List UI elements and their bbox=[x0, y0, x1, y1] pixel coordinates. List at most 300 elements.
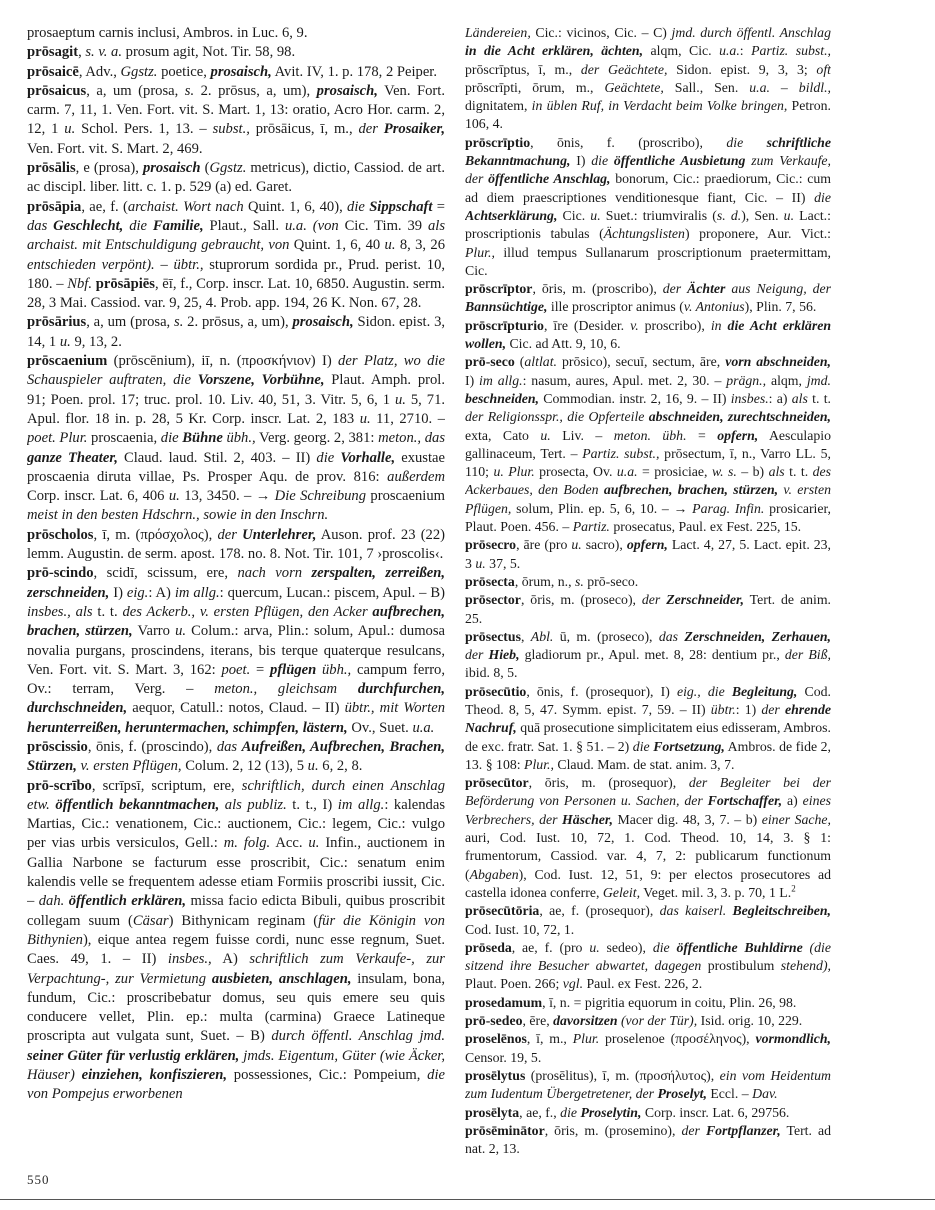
entry-text: w. s. bbox=[711, 464, 737, 480]
entry-text: außerdem bbox=[387, 468, 445, 485]
entry-text: Achtserklärung, bbox=[465, 207, 558, 223]
entry-text: s. bbox=[174, 314, 184, 331]
entry-text: , ī, n. = pigritia equorum in coitu, Plin. 26, 98. bbox=[542, 994, 797, 1010]
entry-text: = bbox=[686, 427, 718, 443]
entry-text: ille proscriptor animus ( bbox=[547, 299, 684, 315]
entry-text: , a, um (prosa, bbox=[86, 82, 185, 99]
entry-text: prosecta, Ov. bbox=[534, 464, 617, 480]
entry-text: der bbox=[761, 701, 785, 717]
entry-text: u. bbox=[783, 207, 795, 223]
entry-text: Colum.: arva, Plin.: solum, Apul.: dumosa novalia purgans, proscindens, iterans, bis terque quaterque resulcans, Ven. Fort. vit. S. Mart. 3, 162: bbox=[27, 623, 445, 678]
entry-text: poet. bbox=[221, 661, 251, 678]
bottom-rule bbox=[0, 1199, 935, 1200]
entry-text: Ächtungslisten bbox=[603, 226, 685, 242]
entry-text: prosicarier, Plaut. Poen. 456. – bbox=[465, 500, 831, 535]
entry-text: , īre (Desider. bbox=[543, 317, 631, 333]
entry-text: seiner Güter für verlustig erklären, bbox=[27, 1047, 240, 1064]
entry-text: s. d. bbox=[716, 207, 742, 223]
dictionary-entry-prosagit bbox=[27, 43, 445, 62]
entry-headword: proselēnos bbox=[465, 1031, 527, 1047]
dictionary-entry-proscissio bbox=[27, 738, 445, 777]
entry-text: der bbox=[681, 1122, 706, 1138]
entry-text: Proselytin, bbox=[580, 1104, 642, 1120]
entry-text: zerspalten, zerreißen, zerschneiden, bbox=[27, 565, 445, 601]
entry-text: u. bbox=[307, 758, 319, 775]
entry-text: Corp. inscr. Lat. 6, 29756. bbox=[641, 1104, 790, 1120]
entry-headword: prōsārius bbox=[27, 314, 87, 331]
entry-text: der Geächtete, bbox=[580, 61, 668, 77]
entry-text: meton., das bbox=[378, 430, 445, 447]
entry-text: Bannsüchtige, bbox=[465, 299, 548, 315]
entry-text: : 1) bbox=[735, 701, 762, 717]
entry-text: Ven. Fort. carm. 7, 11, 1. Ven. Fort. vit. S. Mart. 1, 13: oratio, Acro Hor. carm. 2, 12, 1 bbox=[27, 82, 445, 138]
entry-text: Familie, bbox=[152, 217, 204, 234]
entry-text: ehrende Nachruf, bbox=[465, 701, 831, 736]
entry-text: Begleitschreiben, bbox=[732, 903, 831, 919]
entry-text: poetice, bbox=[157, 63, 211, 80]
entry-text: 9, 13, 2. bbox=[70, 333, 122, 350]
entry-headword: prōsālis bbox=[27, 160, 76, 177]
entry-text: schriftlich, durch einen Anschlag etw. bbox=[27, 777, 445, 813]
entry-text: , ae, f. (prosequor), bbox=[539, 903, 660, 919]
entry-text: u. bbox=[308, 835, 320, 852]
entry-text: insbes., bbox=[167, 951, 212, 968]
entry-text: die von Pompejus erworbenen bbox=[27, 1067, 445, 1103]
dictionary-entry-proscripturio bbox=[465, 317, 831, 354]
entry-headword: prosēlyta bbox=[465, 1104, 520, 1120]
entry-text: Ächter bbox=[687, 281, 726, 297]
entry-text: v. Antonius bbox=[683, 299, 745, 315]
dictionary-entry-proscaenium bbox=[27, 352, 445, 526]
entry-text: Fortsetzung, bbox=[653, 738, 725, 754]
entry-text: , Adv., bbox=[78, 63, 121, 80]
entry-text: Censor. 19, 5. bbox=[465, 1049, 542, 1065]
entry-text: vgl. bbox=[562, 976, 584, 992]
entry-text: (vor der Tür), bbox=[617, 1013, 698, 1029]
entry-text: Vorhalle, bbox=[340, 449, 396, 466]
entry-text: Prosaiker, bbox=[383, 121, 445, 138]
entry-text: sacro), bbox=[581, 537, 627, 553]
entry-headword: prō-scindo bbox=[27, 565, 94, 582]
entry-headword: prōseda bbox=[465, 939, 512, 955]
entry-text: Cod. Theod. 8, 5, 47. Symm. epist. 7, 59. – II) bbox=[465, 683, 831, 717]
entry-text: die bbox=[123, 217, 153, 234]
entry-text: : a) bbox=[768, 390, 792, 406]
entry-text: auri, Cod. Iust. 10, 72, 1. Cod. Theod. 10, 14, 3. § 1: frumentorum, Cassiod. var. 4, 7, 2: publicarum functionum ( bbox=[465, 830, 831, 882]
entry-text: Infin., auctionem in Gallia Narbone se facturum esse proscribit, Cic.: senatum enim kalendis velle se frequentem adesse etiam Formiis proscribi iussit, Cic. – bbox=[27, 835, 445, 910]
entry-text: Cod. Iust. 10, 72, 1. bbox=[465, 921, 575, 937]
dictionary-entry-proscindo bbox=[27, 564, 445, 738]
entry-text: , ī, m., bbox=[526, 1031, 573, 1047]
entry-text: u. bbox=[168, 488, 180, 505]
entry-text: Macer dig. 48, 3, 7. – b) bbox=[613, 811, 762, 827]
entry-headword: prōscholos bbox=[27, 526, 94, 543]
entry-text: u. bbox=[475, 555, 486, 571]
entry-text: des Ackerbaues, den Boden bbox=[465, 464, 831, 498]
dictionary-entry-prosector bbox=[465, 591, 831, 628]
entry-text: (prosēlitus), ī, m. (προσήλυτος), bbox=[525, 1067, 720, 1083]
entry-text: Vorszene, Vorbühne, bbox=[197, 372, 325, 389]
entry-text: das bbox=[658, 628, 685, 644]
entry-text: übtr., mit Worten bbox=[344, 700, 445, 717]
dictionary-entry-prosedeo bbox=[465, 1012, 831, 1030]
entry-text: Suet.: triumviralis ( bbox=[600, 207, 717, 223]
dictionary-entry-proselyta bbox=[465, 1104, 831, 1122]
dictionary-entry-prosecutor bbox=[465, 774, 831, 902]
entry-text: ibid. 8, 5. bbox=[465, 665, 518, 681]
entry-text: Claud. Mam. de stat. anim. 3, 7. bbox=[553, 756, 735, 772]
entry-text: öffentliche Ausbietung bbox=[613, 153, 746, 169]
entry-text: , ae, f. (pro bbox=[511, 939, 590, 955]
entry-text: Veget. mil. 3, 3. p. 70, 1 L. bbox=[640, 884, 792, 900]
entry-headword: prōsaicē bbox=[27, 63, 79, 80]
entry-text: u.a. bbox=[749, 79, 770, 95]
entry-text: Sall., Sen. bbox=[663, 79, 750, 95]
entry-text: die bbox=[632, 738, 654, 754]
entry-headword: prosēlytus bbox=[465, 1067, 526, 1083]
entry-text: : nasum, aures, Apul. met. 2, 30. – bbox=[522, 372, 727, 388]
entry-text: ) Bithynicam reginam ( bbox=[168, 912, 319, 929]
entry-text: ū, m. (proseco), bbox=[553, 628, 659, 644]
entry-text: – bbox=[769, 79, 799, 95]
entry-text: sedeo), bbox=[599, 939, 653, 955]
dictionary-entry-proscriptor bbox=[465, 280, 831, 317]
entry-text: Petron. 106, 4. bbox=[465, 98, 831, 132]
entry-text: , ōris, m. (prosequor), bbox=[528, 775, 689, 791]
entry-text: aufbrechen, brachen, stürzen, bbox=[603, 482, 779, 498]
entry-text: (prōscēnium), iī, n. (προσκήνιον) I) bbox=[107, 353, 339, 370]
entry-text: Plur., bbox=[465, 244, 495, 260]
entry-text: Partiz. bbox=[572, 519, 610, 535]
dictionary-entry-prosalis bbox=[27, 159, 445, 198]
entry-text: eines Verbrechers, der bbox=[465, 793, 831, 827]
entry-headword: prosedamum bbox=[465, 994, 543, 1010]
entry-text: u. bbox=[540, 427, 551, 443]
entry-text: das bbox=[27, 217, 54, 234]
entry-text: Unterlehrer, bbox=[242, 526, 317, 543]
entry-text: , ae, f., bbox=[519, 1104, 561, 1120]
entry-text: die bbox=[316, 449, 341, 466]
entry-text: prōsectum, ī, n., Varro LL. 5, 110; bbox=[465, 445, 831, 480]
dictionary-entry-prosarius bbox=[27, 313, 445, 352]
entry-text: u. bbox=[384, 237, 396, 254]
entry-text: prō-seco. bbox=[583, 573, 639, 589]
entry-text: ein vom Heidentum zum Iudentum Übergetretener, der bbox=[465, 1067, 831, 1102]
entry-text: Plur. bbox=[572, 1031, 600, 1047]
entry-text: Acc. bbox=[270, 835, 309, 852]
entry-text: nach vorn bbox=[237, 565, 312, 582]
entry-text: die Acht erklären wollen, bbox=[465, 317, 831, 352]
entry-text: prōscrīpti, ōrum, m., bbox=[465, 79, 605, 95]
entry-text: die bbox=[652, 939, 677, 955]
entry-text: der bbox=[641, 592, 667, 608]
entry-text: Sidon. epist. 9, 3, 3; bbox=[667, 61, 817, 77]
entry-headword: prōsecūtōria bbox=[465, 903, 540, 919]
text-block bbox=[27, 24, 831, 1174]
entry-text: einer Sache, bbox=[761, 811, 831, 827]
entry-text: Avit. IV, 1. p. 178, 2 Peiper. bbox=[271, 63, 438, 80]
entry-text: I) bbox=[109, 584, 127, 601]
entry-text: Commodian. instr. 2, 16, 9. – II) bbox=[538, 390, 731, 406]
entry-text: u. bbox=[175, 623, 187, 640]
entry-text: Geächtete, bbox=[604, 79, 664, 95]
entry-text: prosaeptum carnis inclusi, Ambros. in Luc. 6, 9. bbox=[27, 25, 308, 41]
entry-text: u.a. bbox=[719, 43, 740, 59]
entry-text: s. bbox=[184, 82, 195, 99]
dictionary-entry-proseco bbox=[465, 353, 831, 536]
entry-text: Nbf. bbox=[67, 275, 93, 292]
entry-text: Cäsar bbox=[132, 912, 169, 929]
dictionary-entry-continuation-proscribo bbox=[465, 24, 831, 134]
entry-text: Auson. prof. 23 (22) lemm. Augustin. de serm. apost. 178. no. 8. Not. Tir. 101, 7 ›proscolis‹. bbox=[27, 526, 445, 563]
entry-text: davorsitzen bbox=[553, 1013, 618, 1029]
entry-text: als publiz. bbox=[219, 796, 287, 813]
entry-text: s. v. a. bbox=[85, 44, 122, 61]
dictionary-entry-proscribo bbox=[27, 777, 445, 1105]
entry-text: , ōnis, f. (proscribo), bbox=[530, 134, 727, 150]
entry-text: metricus), dictio, Cassiod. de art. ac discipl. liber. litt. c. 1. p. 529 (a) ed. Garet. bbox=[27, 160, 445, 196]
dictionary-entry-prosaicus bbox=[27, 82, 445, 159]
entry-text: Plaut., Sall. bbox=[203, 217, 285, 234]
entry-text: Fortschaffer, bbox=[707, 793, 783, 809]
entry-text: Lact. 4, 27, 5. Lact. epit. 23, 3 bbox=[465, 537, 831, 571]
entry-text: in die Acht erklären, ächten, bbox=[465, 43, 644, 59]
entry-headword: prōsāpiēs bbox=[95, 275, 155, 292]
entry-text: opfern, bbox=[626, 537, 668, 553]
entry-text: ganze Theater, bbox=[27, 449, 118, 466]
entry-text: : quercum, Lucan.: piscem, Apul. – B) bbox=[219, 584, 445, 601]
entry-text: 6, 2, 8. bbox=[318, 758, 363, 775]
entry-text: t. t. bbox=[92, 603, 123, 620]
entry-text: , ī, m. (πρόσχολος), bbox=[93, 526, 218, 543]
entry-text: campum ferro, Ov.: terram, Verg. – bbox=[27, 661, 445, 698]
entry-text: u.a. (von bbox=[284, 217, 339, 234]
entry-headword: prōscrīpturio bbox=[465, 317, 544, 333]
entry-text: schriftliche Bekanntmachung, bbox=[465, 134, 831, 169]
entry-text: , ōnis, f. (proscindo), bbox=[87, 738, 217, 755]
entry-text: proscaenium bbox=[366, 488, 445, 505]
entry-text: m. folg. bbox=[223, 835, 271, 852]
entry-text: übtr., bbox=[173, 256, 204, 273]
entry-headword: prō-sedeo bbox=[465, 1013, 523, 1029]
entry-text: I) bbox=[465, 372, 480, 388]
entry-text: meton. übh. bbox=[613, 427, 687, 443]
entry-text: Isid. orig. 10, 229. bbox=[697, 1013, 803, 1029]
entry-text: jmds. Eigentum, Güter (wie Äcker, Häuser) bbox=[27, 1047, 445, 1084]
entry-text: possessiones, Cic.: Pompeium, bbox=[227, 1067, 428, 1084]
entry-text: v. ersten Pflügen, bbox=[76, 758, 182, 775]
entry-text: stehend), bbox=[780, 958, 831, 974]
entry-text: , ōnis, f. (prosequor), I) bbox=[526, 683, 677, 699]
entry-text: entschieden verpönt). bbox=[27, 256, 155, 273]
entry-headword: prōscrīptio bbox=[465, 134, 531, 150]
entry-text: u. bbox=[394, 391, 406, 408]
entry-text: das bbox=[216, 738, 242, 755]
dictionary-entry-proselytus bbox=[465, 1067, 831, 1104]
entry-text: als bbox=[768, 464, 785, 480]
entry-text: das kaiserl. bbox=[659, 903, 733, 919]
entry-text: insulam, bona, fundum, Cic.: proscribebatur domus, seu quis emere seu quis conducere vellet, Plin. ep.: multa (carmina) Graece Latineque proscripta aut vulgata sunt, Suet. – B) bbox=[27, 970, 445, 1045]
entry-text: der Begleiter bei der Beförderung von Personen u. Sachen, der bbox=[465, 775, 831, 809]
entry-text: 11, 2710. – bbox=[370, 410, 445, 427]
entry-text: illud tempus Sullanarum proscriptionum praetermittam, Cic. bbox=[465, 244, 831, 278]
entry-text: meton., gleichsam bbox=[214, 681, 358, 698]
entry-text: Cic. Tim. 39 bbox=[338, 217, 428, 234]
entry-text: Abgaben bbox=[469, 866, 519, 882]
entry-headword: prōscissio bbox=[27, 738, 88, 755]
entry-text: durch öffentl. Anschlag jmd. bbox=[271, 1028, 445, 1045]
entry-text: aufbrechen, brachen, stürzen, bbox=[27, 603, 445, 640]
entry-text: Schol. Pers. 1, 13. – bbox=[75, 121, 213, 138]
entry-headword: prō-seco bbox=[465, 354, 515, 370]
entry-text: proscribo), bbox=[638, 317, 711, 333]
entry-text: prōsāicus, ī, m., bbox=[249, 121, 359, 138]
entry-text: , ae, f. ( bbox=[81, 198, 128, 215]
entry-text: aus Neigung, der bbox=[725, 281, 831, 297]
entry-text: , āre (pro bbox=[516, 537, 572, 553]
entry-text: übh., bbox=[316, 661, 352, 678]
entry-text: Ländereien, bbox=[465, 25, 531, 40]
entry-text: Die Schreibung bbox=[274, 488, 367, 505]
entry-text: Begleitung, bbox=[731, 683, 798, 699]
entry-text: Fortpflanzer, bbox=[705, 1122, 781, 1138]
entry-text: ausbieten, anschlagen, bbox=[211, 970, 352, 987]
entry-text: , ēre, bbox=[522, 1013, 554, 1029]
entry-text: Ven. Fort. vit. S. Mart. 2, 469. bbox=[27, 140, 203, 157]
dictionary-entry-prosecta bbox=[465, 573, 831, 591]
entry-text: u. bbox=[359, 410, 371, 427]
entry-text: 2. prōsus, a, um), bbox=[194, 82, 317, 99]
entry-text: Varro bbox=[132, 623, 176, 640]
entry-text: stuprorum sordida pr., Prud. perist. 10, 180. – bbox=[27, 256, 445, 292]
entry-text: : bbox=[739, 43, 752, 59]
entry-text: Verg. georg. 2, 381: bbox=[255, 430, 379, 447]
entry-text: übtr. bbox=[710, 701, 736, 717]
entry-text: prostibulum bbox=[707, 958, 781, 974]
entry-text: Zerschneiden, Zerhauen, bbox=[684, 628, 831, 644]
entry-text: I) bbox=[570, 153, 592, 169]
entry-text: Eccl. – bbox=[706, 1086, 753, 1102]
entry-text: u.a. bbox=[412, 719, 435, 736]
entry-text: zum Verkaufe, der bbox=[465, 153, 831, 187]
entry-text: abschneiden, zurechtschneiden, bbox=[648, 409, 831, 425]
entry-text: Proselyt, bbox=[657, 1086, 707, 1102]
entry-text: , ōris, m. (proseco), bbox=[520, 592, 642, 608]
entry-text: u. bbox=[571, 537, 582, 553]
entry-text: , a, um (prosa, bbox=[86, 314, 175, 331]
entry-text: der bbox=[358, 121, 384, 138]
entry-text: – bbox=[154, 256, 174, 273]
entry-text: jmd. bbox=[806, 372, 831, 388]
entry-text: der bbox=[465, 647, 489, 663]
entry-headword: prōsecro bbox=[465, 537, 517, 553]
entry-text: prōsico), secuī, sectum, āre, bbox=[557, 354, 726, 370]
entry-text: Tert. ad nat. 2, 13. bbox=[465, 1122, 831, 1157]
entry-text: , scrīpsī, scriptum, ere, bbox=[91, 777, 242, 794]
entry-text: Partiz. subst., bbox=[751, 43, 831, 59]
entry-headword: prōsēminātor bbox=[465, 1122, 545, 1138]
entry-text: 2. prōsus, a, um), bbox=[183, 314, 293, 331]
entry-text: quā prosecutione simplicitatem eius edisseram, Ambros. de exc. fratr. Sat. 1. § 51. – 2) bbox=[465, 720, 831, 754]
entry-text: Ov., Suet. bbox=[347, 719, 413, 736]
entry-text: übh., bbox=[222, 430, 256, 447]
entry-text: u. bbox=[590, 207, 601, 223]
entry-text: prosaisch, bbox=[210, 63, 272, 80]
entry-text: Cic.: vicinos, Cic. – C) bbox=[530, 25, 672, 40]
entry-text: der Religionsspr., die Opferteile bbox=[465, 409, 649, 425]
entry-text: der bbox=[662, 281, 688, 297]
entry-text: Häscher, bbox=[562, 811, 613, 827]
entry-text: alqm, bbox=[766, 372, 807, 388]
entry-text: u. bbox=[59, 333, 71, 350]
entry-text: exustae proscaenia diruta villae, Ps. Prosper Aqu. de prov. 816: bbox=[27, 449, 445, 485]
entry-text: u. Plur. bbox=[493, 464, 535, 480]
entry-text: A) bbox=[211, 951, 250, 968]
entry-text: öffentlich erklären, bbox=[68, 893, 187, 910]
entry-text: Dav. bbox=[752, 1086, 778, 1102]
entry-text: im allg. bbox=[174, 584, 220, 601]
entry-text: die bbox=[726, 134, 767, 150]
right-column bbox=[465, 24, 831, 1174]
dictionary-entry-prosapia bbox=[27, 198, 445, 314]
entry-text: vorn abschneiden, bbox=[725, 354, 831, 370]
entry-headword: prōscrīptor bbox=[465, 281, 533, 297]
entry-text: Claud. laud. Stil. 2, 403. – II) bbox=[117, 449, 317, 466]
dictionary-entry-proselenos bbox=[465, 1030, 831, 1067]
entry-text: , bbox=[78, 44, 86, 61]
entry-text: exta, Cato bbox=[465, 427, 541, 443]
entry-text: Cic. ad Att. 9, 10, 6. bbox=[506, 336, 621, 352]
entry-text: Ggstz. bbox=[209, 160, 247, 177]
entry-text: archaist. Wort nach bbox=[127, 198, 244, 215]
dictionary-entry-proseminator bbox=[465, 1122, 831, 1159]
entry-text: die bbox=[814, 189, 831, 205]
entry-text: alqm, Cic. bbox=[643, 43, 720, 59]
entry-text: in üblen Ruf, in Verdacht beim Volke bringen, bbox=[531, 98, 788, 114]
entry-text: prōscrīptus, ī, m., bbox=[465, 61, 581, 77]
entry-text: öffentliche Buhldirne bbox=[676, 939, 803, 955]
entry-text: v. bbox=[630, 317, 639, 333]
entry-headword: prōscaenium bbox=[27, 353, 108, 370]
dictionary-entry-prosecutio bbox=[465, 683, 831, 774]
entry-text: eig., die bbox=[676, 683, 732, 699]
dictionary-entry-continuation-prosaeptum bbox=[27, 24, 445, 43]
entry-text: Lact.: proscriptionis tabulas ( bbox=[465, 207, 831, 242]
entry-text: 37, 5. bbox=[485, 555, 521, 571]
entry-text: Zerschneider, bbox=[666, 592, 744, 608]
entry-text: der bbox=[217, 526, 243, 543]
entry-text: poet. Plur. bbox=[27, 430, 88, 447]
entry-text: Liv. – bbox=[550, 427, 614, 443]
dictionary-entry-proscriptio bbox=[465, 134, 831, 280]
entry-text: , bbox=[520, 628, 531, 644]
entry-text: t. t. bbox=[807, 390, 831, 406]
dictionary-entry-prosaice bbox=[27, 63, 445, 82]
entry-text: jmd. durch öffentl. Anschlag bbox=[671, 25, 831, 40]
entry-text: Colum. 2, 12 (13), 5 bbox=[181, 758, 308, 775]
entry-text: bildl., bbox=[798, 79, 831, 95]
entry-text: Bühne bbox=[182, 430, 223, 447]
entry-text: ( bbox=[200, 160, 210, 177]
entry-text: u. bbox=[64, 121, 76, 138]
entry-text: u.a. bbox=[616, 464, 638, 480]
entry-text: t. t., I) bbox=[286, 796, 338, 813]
entry-headword: prōsectus bbox=[465, 628, 521, 644]
dictionary-entry-proscholos bbox=[27, 526, 445, 565]
entry-text: Hieb, bbox=[488, 647, 520, 663]
entry-text: als bbox=[791, 390, 808, 406]
entry-text: Plur., bbox=[524, 756, 554, 772]
